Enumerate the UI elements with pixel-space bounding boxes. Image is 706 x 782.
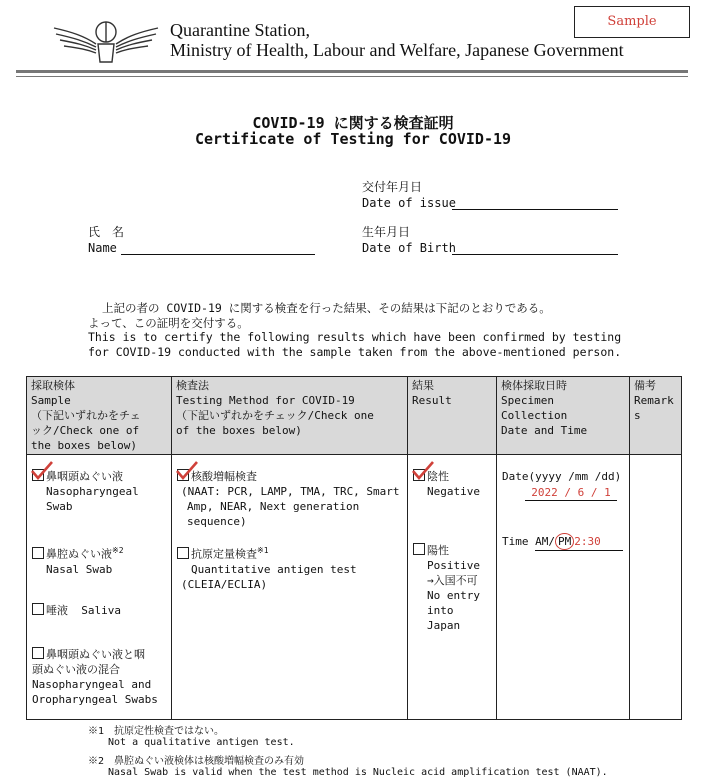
checkbox[interactable] (32, 647, 44, 659)
issue-date-label-jp: 交付年月日 (362, 180, 423, 194)
result-option[interactable]: 陰性 Negative (413, 469, 497, 499)
statement-jp-1: 上記の者の COVID-19 に関する検査を行った結果、その結果は下記のとおりである。 (102, 301, 551, 315)
sample-cell (27, 455, 172, 720)
method-option[interactable]: 核酸増幅検査 (NAAT: PCR, LAMP, TMA, TRC, Smart Amp, NEAR, Next generation sequence) (177, 469, 402, 529)
checkbox[interactable] (32, 603, 44, 615)
sample-option[interactable]: 鼻腔ぬぐい液$^{※2}$ Nasal Swab (32, 543, 172, 577)
checkmark-icon (412, 461, 434, 481)
dob-field[interactable] (452, 254, 618, 255)
sample-option[interactable]: 鼻咽頭ぬぐい液 Nasopharyngeal Swab (32, 469, 172, 514)
issue-date-field[interactable] (452, 209, 618, 210)
checkmark-icon (176, 461, 198, 481)
header-method: 検査法 Testing Method for COVID-19 （下記いずれかをチェック/Check one of the boxes below) (172, 377, 408, 455)
issue-date-label-en: Date of issue (362, 196, 456, 210)
header-remarks: 備考 Remark s (630, 377, 682, 455)
result-cell (408, 455, 497, 720)
org-line-2: Ministry of Health, Labour and Welfare, Japanese Government (170, 40, 624, 60)
header-result: 結果 Result (408, 377, 497, 455)
collection-cell (497, 455, 630, 720)
remarks-cell[interactable] (630, 455, 682, 720)
dob-label-en: Date of Birth (362, 241, 456, 255)
org-line-1: Quarantine Station, (170, 20, 310, 40)
statement-en-2: for COVID-19 conducted with the sample taken from the above-mentioned person. (88, 345, 622, 359)
title-en: Certificate of Testing for COVID-19 (194, 130, 512, 148)
footnote-2-jp: ※2 鼻腔ぬぐい液検体は核酸増幅検査のみ有効 (88, 756, 305, 767)
collection-date-label: Date(yyyy /mm /dd) (502, 470, 622, 483)
checkbox[interactable] (413, 543, 425, 555)
collection-date-value[interactable]: 2022 / 6 / 1 (525, 485, 617, 501)
title-jp: COVID-19 に関する検査証明 (252, 114, 454, 132)
header-rule-thick (16, 70, 688, 73)
sample-option[interactable]: 鼻咽頭ぬぐい液と咽 頭ぬぐい液の混合 Nasopharyngeal and Oropharyngeal Swabs (32, 648, 158, 706)
checkbox[interactable] (177, 547, 189, 559)
result-option[interactable]: 陽性 Positive →入国不可 No entry into Japan (413, 543, 497, 633)
sample-option[interactable]: 唾液 Saliva (32, 603, 172, 618)
checkmark-icon (31, 461, 53, 481)
collection-time-value[interactable]: 2:30 (574, 535, 601, 548)
footnote-1-en: Not a qualitative antigen test. (108, 737, 295, 748)
footnote-2-en: Nasal Swab is valid when the test method is Nucleic acid amplification test (NAAT). (108, 767, 608, 778)
emblem-logo (52, 14, 160, 66)
checkbox[interactable] (32, 547, 44, 559)
name-label-en: Name (88, 241, 117, 255)
header-rule-thin (16, 76, 688, 77)
sample-stamp: Sample (574, 6, 690, 38)
header-sample: 採取検体 Sample （下記いずれかをチェ ック/Check one of the boxes below) (27, 377, 172, 455)
header-collection: 検体採取日時 Specimen Collection Date and Time (497, 377, 630, 455)
method-option[interactable]: 抗原定量検査$^{※1}$ Quantitative antigen test (CLEIA/ECLIA) (177, 543, 402, 592)
method-cell (172, 455, 408, 720)
name-label-jp: 氏 名 (88, 225, 125, 239)
collection-time-row: Time AM/ PM 2:30 (502, 533, 624, 551)
name-field[interactable] (121, 254, 315, 255)
statement-en-1: This is to certify the following results which have been confirmed by testing (88, 330, 622, 344)
statement-jp-2: よって、この証明を交付する。 (88, 316, 249, 330)
footnote-1-jp: ※1 抗原定性検査ではない。 (88, 726, 225, 737)
results-table (26, 376, 682, 720)
dob-label-jp: 生年月日 (362, 225, 411, 239)
pm-circled: PM (555, 533, 574, 550)
